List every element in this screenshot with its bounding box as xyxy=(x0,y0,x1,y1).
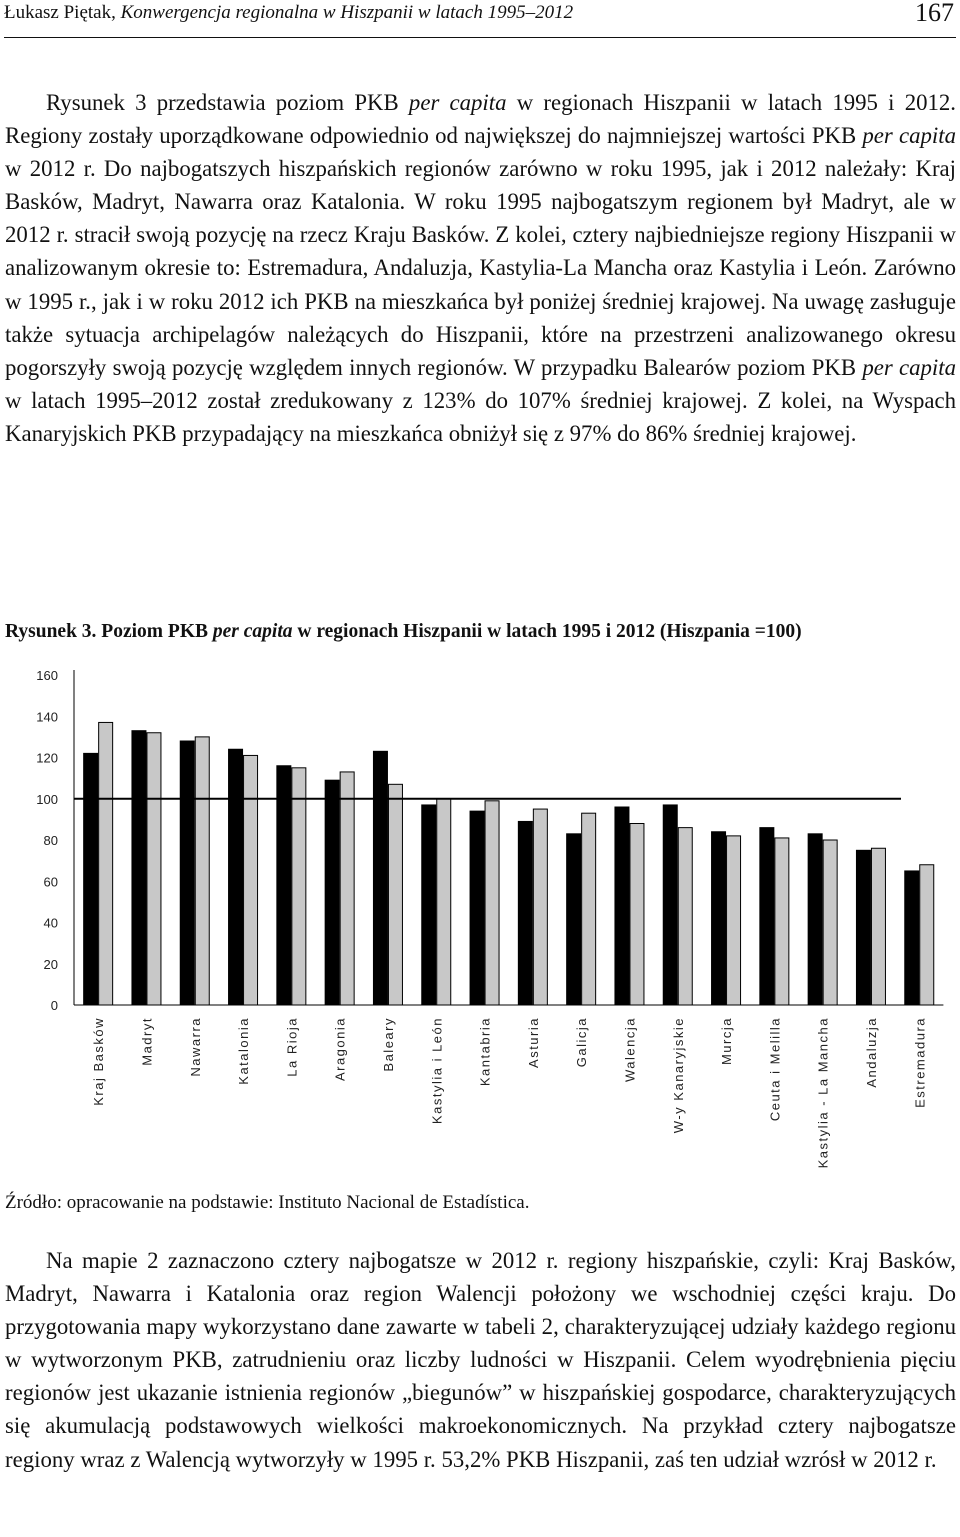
bar xyxy=(630,824,644,1006)
bar xyxy=(277,766,291,1005)
category-label: Kastylia i León xyxy=(429,1017,445,1125)
y-tick-label: 100 xyxy=(36,791,58,807)
bar xyxy=(920,865,934,1005)
bar xyxy=(132,731,146,1005)
bar xyxy=(518,821,532,1005)
para1-italic-3: per capita xyxy=(862,354,956,380)
bar xyxy=(808,834,822,1005)
bar xyxy=(84,753,98,1005)
bar xyxy=(244,755,258,1005)
bar xyxy=(678,828,692,1005)
category-label: W-y Kanaryjskie xyxy=(670,1017,686,1134)
category-label: Ceuta i Melilla xyxy=(767,1017,783,1122)
header-title: Konwergencja regionalna w Hiszpanii w latach 1995–2012 xyxy=(120,2,574,23)
bar xyxy=(180,741,194,1005)
category-label: Estremadura xyxy=(912,1017,928,1108)
y-tick-label: 60 xyxy=(43,874,58,890)
bar xyxy=(147,733,161,1005)
bar xyxy=(615,807,629,1005)
category-label: Murcja xyxy=(719,1017,735,1066)
bar xyxy=(775,838,789,1005)
y-tick-label: 20 xyxy=(43,956,58,972)
header-author: Łukasz Piętak, xyxy=(4,2,121,23)
para1-text-1: Rysunek 3 przedstawia poziom PKB xyxy=(46,90,409,115)
bar xyxy=(388,784,402,1005)
bar xyxy=(292,768,306,1005)
bar xyxy=(871,848,885,1005)
category-label: Andaluzja xyxy=(863,1017,879,1088)
bar xyxy=(856,850,870,1005)
para2-text: Na mapie 2 zaznaczono cztery najbogatsze w 2012 r. regiony hiszpańskie, czyli: Kraj Basków, Madryt, Nawarra i Katalonia oraz region Walencji położony we wschodniej części kraju. Do przygotowania mapy wykorzystano dane zawarte w tabeli 2, charakteryzującej udziały każdego regionu w wytworzonym PKB, zatrudnieniu oraz liczby ludności w Hiszpanii. Celem wyodrębnienia pięciu regionów jest ukazanie istnienia regionów „biegunów” w hiszpańskiej gospodarce, charakteryzujących się akumulacją podstawowych wielkości makroekonomicznych. Na przykład cztery najbogatsze regiony wraz z Walencją wytworzyły w 1995 r. 53,2% PKB Hiszpanii, zaś ten udział wzrósł w 2012 r. xyxy=(5,1248,956,1472)
bar xyxy=(470,811,484,1005)
bar xyxy=(195,737,209,1005)
category-label: Galicja xyxy=(574,1017,590,1068)
bar xyxy=(727,836,741,1005)
caption-italic: per capita xyxy=(212,621,293,642)
bar xyxy=(712,832,726,1005)
category-label: Katalonia xyxy=(236,1017,252,1085)
page-number: 167 xyxy=(915,0,954,27)
y-tick-label: 120 xyxy=(36,750,58,766)
para1-text-3: w 2012 r. Do najbogatszych hiszpańskich regionów zarówno w roku 1995, jak i 2012 należały: Kraj Basków, Madryt, Nawarra oraz Katalonia. W roku 1995 najbogatszym regionem był Madryt, ale w 2012 r. stracił swoją pozycję na rzecz Kraju Basków. Z kolei, cztery najbiedniejsze regiony Hiszpanii w analizowanym okresie to: Estremadura, Andaluzja, Kastylia-La Mancha oraz Kastylia i León. Zarówno w 1995 r., jak i w roku 2012 ich PKB na mieszkańca był poniżej średniej krajowej. Na uwagę zasługuje także sytuacja archipelagów należących do Hiszpanii, które na przestrzeni analizowanego okresu pogorszyły swoją pozycję względem innych regionów. W przypadku Balearów poziom PKB xyxy=(5,156,956,380)
bar xyxy=(567,834,581,1005)
bar xyxy=(760,828,774,1005)
bar xyxy=(99,722,113,1005)
category-label: Kastylia - La Mancha xyxy=(815,1017,831,1169)
para1-italic-2: per capita xyxy=(862,123,956,149)
category-label: Walencja xyxy=(622,1017,638,1082)
y-tick-label: 80 xyxy=(43,833,58,848)
bar xyxy=(905,871,919,1005)
category-label: La Rioja xyxy=(284,1017,300,1077)
body-paragraph-2 xyxy=(5,1244,956,1476)
category-label: Aragonia xyxy=(332,1017,348,1082)
y-tick-label: 0 xyxy=(50,998,58,1013)
figure-caption xyxy=(5,621,960,643)
bar xyxy=(823,840,837,1005)
bar xyxy=(437,799,451,1005)
gdp-per-capita-bar-chart xyxy=(0,655,960,1185)
caption-part-a: Rysunek 3. Poziom PKB xyxy=(5,621,213,642)
category-label: Nawarra xyxy=(187,1017,203,1077)
bar xyxy=(582,813,596,1005)
caption-part-b: w regionach Hiszpanii w latach 1995 i 2012 (Hiszpania =100) xyxy=(292,621,802,642)
y-tick-label: 40 xyxy=(43,915,58,931)
body-paragraph-1 xyxy=(5,86,956,450)
bar xyxy=(422,805,436,1005)
category-label: Madryt xyxy=(139,1017,155,1066)
bar xyxy=(533,809,547,1005)
para1-italic-1: per capita xyxy=(408,90,507,115)
header-rule xyxy=(4,37,956,38)
category-label: Baleary xyxy=(380,1017,396,1072)
category-label: Kraj Basków xyxy=(91,1017,107,1106)
bar xyxy=(373,751,387,1005)
bar xyxy=(340,772,354,1005)
y-tick-label: 140 xyxy=(36,709,58,725)
para1-text-4: w latach 1995–2012 został zredukowany z 123% do 107% średniej krajowej. Z kolei, na Wyspach Kanaryjskich PKB przypadający na mieszkańca obniżył się z 97% do 86% średniej krajowej. xyxy=(5,387,956,446)
bar xyxy=(485,801,499,1005)
category-label: Kantabria xyxy=(477,1017,493,1087)
bar xyxy=(325,780,339,1005)
bar xyxy=(663,805,677,1005)
para1-text-2: w regionach Hiszpanii w latach 1995 i 2012. Regiony zostały uporządkowane odpowiednio od największej do najmniejszej wartości PKB xyxy=(5,90,957,149)
running-header xyxy=(4,2,956,36)
bar xyxy=(229,749,243,1005)
y-tick-label: 160 xyxy=(36,668,58,683)
figure-source: Źródło: opracowanie na podstawie: Instituto Nacional de Estadística. xyxy=(5,1192,530,1213)
category-label: Asturia xyxy=(525,1017,541,1068)
